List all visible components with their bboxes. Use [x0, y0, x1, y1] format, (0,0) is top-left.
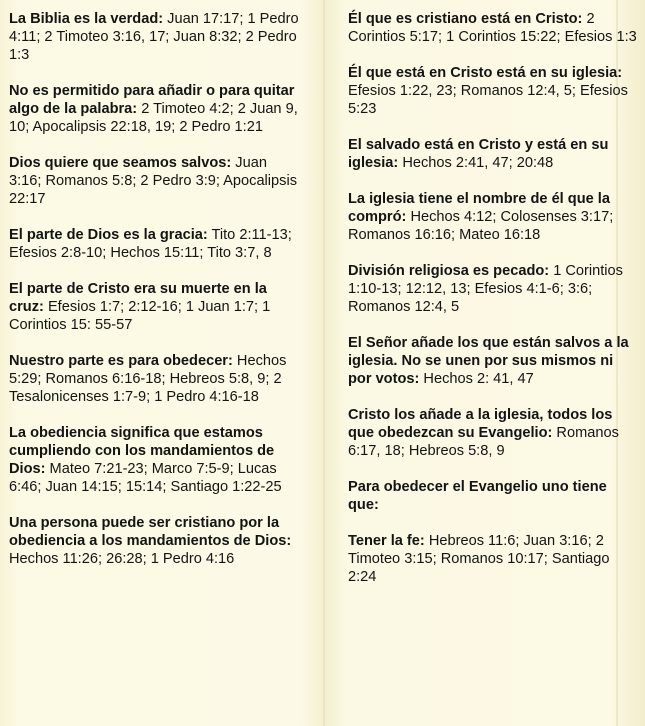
entry-references: Romanos 6:17, 18; Hebreos 5:8, 9 [348, 425, 619, 459]
entry-references: Hechos 4:12; Colosenses 3:17; Romanos 16:16; Mateo 16:18 [348, 209, 614, 243]
entry-heading: Una persona puede ser cristiano por la obediencia a los mandamientos de Dios: [9, 515, 292, 549]
entry-references: 2 Timoteo 4:2; 2 Juan 9, 10; Apocalipsis 22:18, 19; 2 Pedro 1:21 [9, 101, 298, 135]
entry-heading: Para obedecer el Evangelio uno tiene que: [348, 479, 607, 513]
entry-heading: El Señor añade los que están salvos a la iglesia. No se unen por sus mismos ni por votos: [348, 335, 629, 387]
scripture-entry [348, 478, 640, 514]
entry-heading: La iglesia tiene el nombre de él que la compró: [348, 191, 610, 225]
right-column [348, 10, 640, 604]
fold-line [323, 0, 325, 726]
scripture-entry [348, 532, 640, 586]
entry-references: Hechos 5:29; Romanos 6:16-18; Hebreos 5:8, 9; 2 Tesalonicenses 1:7-9; 1 Pedro 4:16-18 [9, 353, 287, 405]
scripture-entry [348, 406, 640, 460]
entry-heading: Tener la fe: [348, 533, 425, 549]
scripture-entry [348, 190, 640, 244]
entry-heading: Dios quiere que seamos salvos: [9, 155, 232, 171]
entry-references: Juan 17:17; 1 Pedro 4:11; 2 Timoteo 3:16, 17; Juan 8:32; 2 Pedro 1:3 [9, 11, 299, 63]
scripture-entry [9, 514, 301, 568]
scripture-entry [348, 64, 640, 118]
entry-heading: El parte de Dios es la gracia: [9, 227, 208, 243]
entry-heading: Cristo los añade a la iglesia, todos los que obedezcan su Evangelio: [348, 407, 613, 441]
scripture-entry [9, 352, 301, 406]
entry-references: Hechos 2:41, 47; 20:48 [402, 155, 554, 171]
entry-heading: Nuestro parte es para obedecer: [9, 353, 233, 369]
scripture-entry [9, 154, 301, 208]
scripture-entry [9, 82, 301, 136]
entry-heading: La Biblia es la verdad: [9, 11, 164, 27]
entry-references: Tito 2:11-13; Efesios 2:8-10; Hechos 15:11; Tito 3:7, 8 [9, 227, 292, 261]
scripture-entry [9, 226, 301, 262]
scripture-entry [348, 10, 640, 46]
scripture-entry [348, 136, 640, 172]
scripture-entry [9, 424, 301, 496]
entry-references: Hechos 2: 41, 47 [423, 371, 534, 387]
entry-references: 2 Corintios 5:17; 1 Corintios 15:22; Efesios 1:3 [348, 11, 637, 45]
entry-heading: El parte de Cristo era su muerte en la cruz: [9, 281, 267, 315]
entry-heading: El salvado está en Cristo y está en su iglesia: [348, 137, 609, 171]
scripture-entry [9, 10, 301, 64]
entry-references: 1 Corintios 1:10-13; 12:12, 13; Efesios 4:1-6; 3:6; Romanos 12:4, 5 [348, 263, 623, 315]
scripture-entry [348, 334, 640, 388]
entry-heading: División religiosa es pecado: [348, 263, 550, 279]
scripture-entry [348, 262, 640, 316]
left-column [9, 10, 301, 586]
entry-references: Hebreos 11:6; Juan 3:16; 2 Timoteo 3:15; Romanos 10:17; Santiago 2:24 [348, 533, 610, 585]
entry-heading: Él que es cristiano está en Cristo: [348, 11, 583, 27]
entry-heading: La obediencia significa que estamos cumpliendo con los mandamientos de Dios: [9, 425, 275, 477]
entry-references: Efesios 1:22, 23; Romanos 12:4, 5; Efesios 5:23 [348, 83, 628, 117]
entry-references: Efesios 1:7; 2:12-16; 1 Juan 1:7; 1 Corintios 15: 55-57 [9, 299, 271, 333]
entry-references: Mateo 7:21-23; Marco 7:5-9; Lucas 6:46; Juan 14:15; 15:14; Santiago 1:22-25 [9, 461, 282, 495]
entry-references: Hechos 11:26; 26:28; 1 Pedro 4:16 [9, 551, 235, 567]
entry-heading: No es permitido para añadir o para quitar algo de la palabra: [9, 83, 295, 117]
scripture-entry [9, 280, 301, 334]
entry-references: Juan 3:16; Romanos 5:8; 2 Pedro 3:9; Apocalipsis 22:17 [9, 155, 297, 207]
entry-heading: Él que está en Cristo está en su iglesia: [348, 65, 623, 81]
